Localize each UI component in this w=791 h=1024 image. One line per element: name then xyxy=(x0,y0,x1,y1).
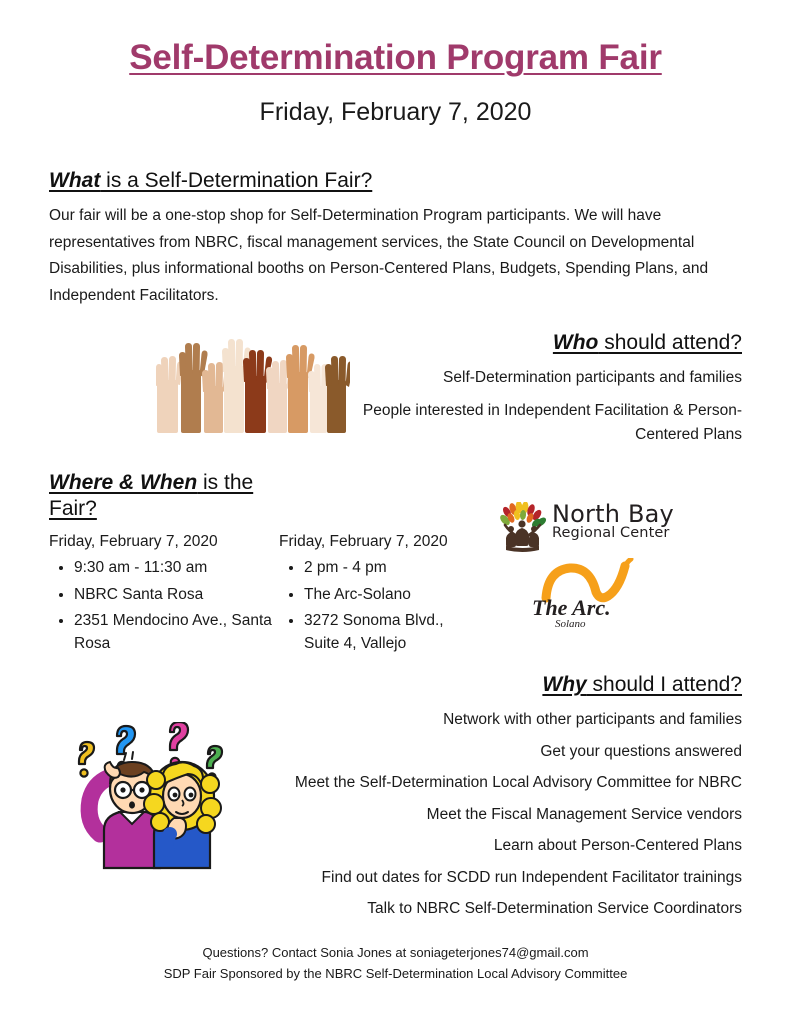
what-section-body: Our fair will be a one-stop shop for Self-Determination Program participants. We will have representatives from NBRC, fiscal management services, the State Council on Developmental Disabilities, plus informational booths on Person-Centered Plans, Budgets, Spending Plans, and Independent Facilitators. xyxy=(49,207,709,304)
raised-hands-illustration xyxy=(155,338,350,436)
location-bullet: • 2 pm - 4 pm xyxy=(304,556,479,579)
nbrc-logo-line2: Regional Center xyxy=(552,525,670,541)
location-bullet: • 2351 Mendocino Ave., Santa Rosa xyxy=(74,609,279,656)
why-line: Get your questions answered xyxy=(540,742,742,760)
why-line: Learn about Person-Centered Plans xyxy=(493,837,742,855)
confused-people-illustration xyxy=(60,722,245,872)
raised-hands-icon xyxy=(155,338,350,436)
why-line: Network with other participants and families xyxy=(443,711,742,728)
location-bullet: • 9:30 am - 11:30 am xyxy=(74,556,279,579)
why-line: Meet the Fiscal Management Service vendors xyxy=(426,805,742,823)
why-line: Meet the Self-Determination Local Advisory Committee for NBRC xyxy=(294,774,742,792)
why-heading-rest: should I attend? xyxy=(586,673,742,696)
north-bay-regional-center-logo xyxy=(496,502,691,554)
what-heading-keyword: What xyxy=(49,169,101,192)
nbrc-logo-text xyxy=(552,500,674,541)
where-heading-keyword: Where & When xyxy=(49,471,198,494)
nbrc-tree-people-icon xyxy=(496,502,548,554)
where-heading-rest: is the Fair? xyxy=(49,471,254,521)
page-title-text: Self-Determination Program Fair xyxy=(129,38,662,77)
why-section-body xyxy=(230,708,742,929)
what-heading-rest: is a Self-Determination Fair? xyxy=(100,169,373,192)
why-heading-keyword: Why xyxy=(542,673,587,696)
the-arc-solano-logo xyxy=(524,558,664,630)
who-section-heading xyxy=(330,330,742,356)
page-subtitle: Friday, February 7, 2020 xyxy=(259,98,532,126)
location-bullets xyxy=(49,556,279,655)
footer xyxy=(0,942,791,984)
confused-people-icon xyxy=(60,722,245,872)
location-bullet: • The Arc-Solano xyxy=(304,583,479,606)
location-santa-rosa xyxy=(49,530,279,658)
why-line: Find out dates for SCDD run Independent Facilitator trainings xyxy=(321,868,742,886)
location-date: Friday, February 7, 2020 xyxy=(49,533,218,550)
who-line: People interested in Independent Facilitation & Person-Centered Plans xyxy=(362,402,742,444)
arc-logo-chapter: Solano xyxy=(555,618,586,630)
who-heading-rest: should attend? xyxy=(598,331,742,354)
location-bullet: • NBRC Santa Rosa xyxy=(74,583,279,606)
why-section-heading xyxy=(250,672,742,698)
footer-contact-line: Questions? Contact Sonia Jones at soniageterjones74@gmail.com xyxy=(202,945,589,960)
page-title xyxy=(0,38,791,78)
why-line: Talk to NBRC Self-Determination Service Coordinators xyxy=(367,900,742,918)
where-section-heading xyxy=(49,470,264,523)
location-date: Friday, February 7, 2020 xyxy=(279,533,448,550)
what-section-heading xyxy=(49,168,749,194)
who-heading-keyword: Who xyxy=(552,331,599,354)
arc-logo-name: The Arc. xyxy=(532,595,611,620)
who-line: Self-Determination participants and families xyxy=(443,369,742,386)
footer-sponsor-line: SDP Fair Sponsored by the NBRC Self-Determination Local Advisory Committee xyxy=(163,966,628,982)
who-section-body xyxy=(330,366,742,456)
where-locations xyxy=(49,530,479,658)
location-vallejo xyxy=(279,530,479,658)
location-bullets xyxy=(279,556,479,655)
nbrc-logo-line1: North Bay xyxy=(552,500,674,528)
location-bullet: • 3272 Sonoma Blvd., Suite 4, Vallejo xyxy=(304,609,479,656)
